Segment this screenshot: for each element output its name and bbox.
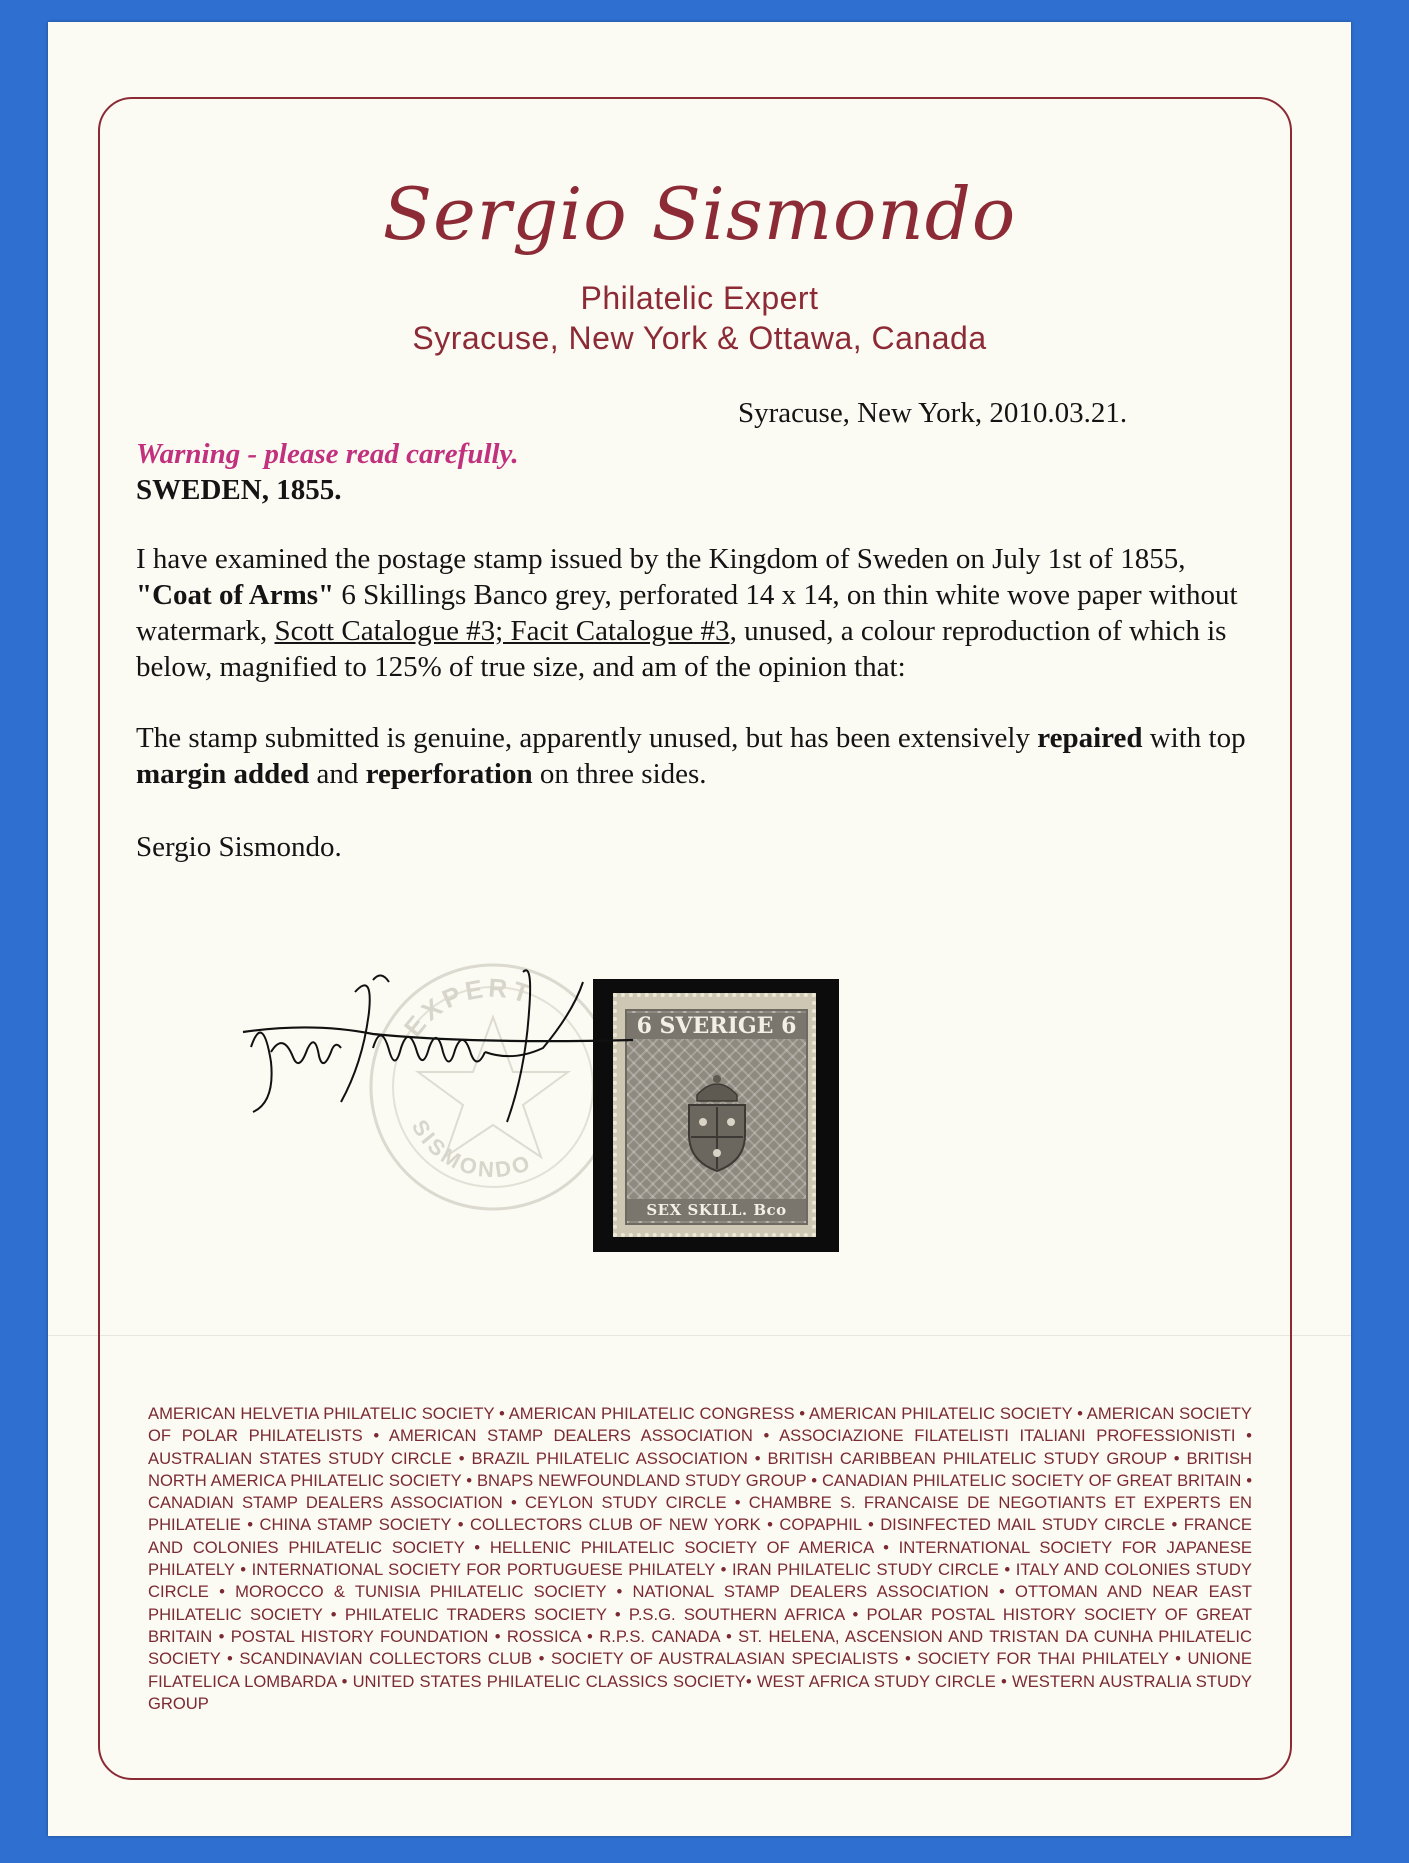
para1-text-1: I have examined the postage stamp issued by the Kingdom of Sweden on July 1st of 1855, [136,543,1186,575]
para1-text-2: 6 Skillings Banco grey, perforated 14 x 14, on thin white wove paper without watermark, [136,579,1238,647]
seal-text-bottom: SISMONDO [406,1115,536,1183]
examination-paragraph [136,541,1286,685]
coat-of-arms-text: "Coat of Arms" [136,579,335,611]
opinion-paragraph [136,720,1286,792]
para2-text-1: The stamp submitted is genuine, apparently unused, but has been extensively [136,722,1038,754]
catalogue-reference: Scott Catalogue #3; Facit Catalogue #3 [274,615,730,647]
repaired-text: repaired [1037,722,1143,754]
expert-name: Sergio Sismondo [382,172,1017,256]
handwritten-signature [223,952,643,1152]
stamp-top-text: 6 SVERIGE 6 [627,1013,806,1039]
stamp-design [625,1009,808,1225]
margin-added-text: margin added [136,758,310,790]
warning-heading: Warning - please read carefully. [136,438,519,470]
date-line: Syracuse, New York, 2010.03.21. [738,397,1128,429]
country-year: SWEDEN, 1855. [136,474,342,506]
para2-text-3: and [309,758,366,790]
reperforation-text: reperforation [365,758,533,790]
expert-location: Syracuse, New York & Ottawa, Canada [412,320,987,356]
coat-of-arms-icon [679,1065,755,1175]
para2-text-4: on three sides. [532,758,707,790]
society-memberships: AMERICAN HELVETIA PHILATELIC SOCIETY • AMERICAN PHILATELIC CONGRESS • AMERICAN PHILATELIC SOCIETY • AMERICAN SOCIETY OF POLAR PHILATELISTS • AMERICAN STAMP DEALERS ASSOCIATION • ASSOCIAZIONE FILATELISTI ITALIANI PROFESSIONISTI • AUSTRALIAN STATES STUDY CIRCLE • BRAZIL PHILATELIC ASSOCIATION • BRITISH CARIBBEAN PHILATELIC STUDY GROUP • BRITISH NORTH AMERICA PHILATELIC SOCIETY • BNAPS NEWFOUNDLAND STUDY GROUP • CANADIAN PHILATELIC SOCIETY OF GREAT BRITAIN • CANADIAN STAMP DEALERS ASSOCIATION • CEYLON STUDY CIRCLE • CHAMBRE S. FRANCAISE DE NEGOTIANTS ET EXPERTS EN PHILATELIE • CHINA STAMP SOCIETY • COLLECTORS CLUB OF NEW YORK • COPAPHIL • DISINFECTED MAIL STUDY CIRCLE • FRANCE AND COLONIES PHILATELIC SOCIETY • HELLENIC PHILATELIC SOCIETY OF AMERICA • INTERNATIONAL SOCIETY FOR JAPANESE PHILATELY • INTERNATIONAL SOCIETY FOR PORTUGUESE PHILATELY • IRAN PHILATELIC STUDY CIRCLE • ITALY AND COLONIES STUDY CIRCLE • MOROCCO & TUNISIA PHILATELIC SOCIETY • NATIONAL STAMP DEALERS ASSOCIATION • OTTOMAN AND NEAR EAST PHILATELIC SOCIETY • PHILATELIC TRADERS SOCIETY • P.S.G. SOUTHERN AFRICA • POLAR POSTAL HISTORY SOCIETY OF GREAT BRITAIN • POSTAL HISTORY FOUNDATION • ROSSICA • R.P.S. CANADA • ST. HELENA, ASCENSION AND TRISTAN DA CUNHA PHILATELIC SOCIETY • SCANDINAVIAN COLLECTORS CLUB • SOCIETY OF AUSTRALASIAN SPECIALISTS • SOCIETY FOR THAI PHILATELY • UNIONE FILATELICA LOMBARDA • UNITED STATES PHILATELIC CLASSICS SOCIETY• WEST AFRICA STUDY CIRCLE • WESTERN AUSTRALIA STUDY GROUP [148,1404,1252,1713]
stamp-perforated-edge [613,993,816,1237]
seal-text-top: EXPERT [397,972,538,1043]
stamp-bottom-text: SEX SKILL. Bco [627,1199,806,1221]
certificate-sheet [48,22,1351,1836]
para2-text-2: with top [1142,722,1246,754]
expert-title: Philatelic Expert [580,280,819,316]
signoff-name: Sergio Sismondo. [136,831,342,863]
para1-text-3: , unused, a colour reproduction of which is below, magnified to 125% of true size, and am of the opinion that: [136,615,1227,683]
